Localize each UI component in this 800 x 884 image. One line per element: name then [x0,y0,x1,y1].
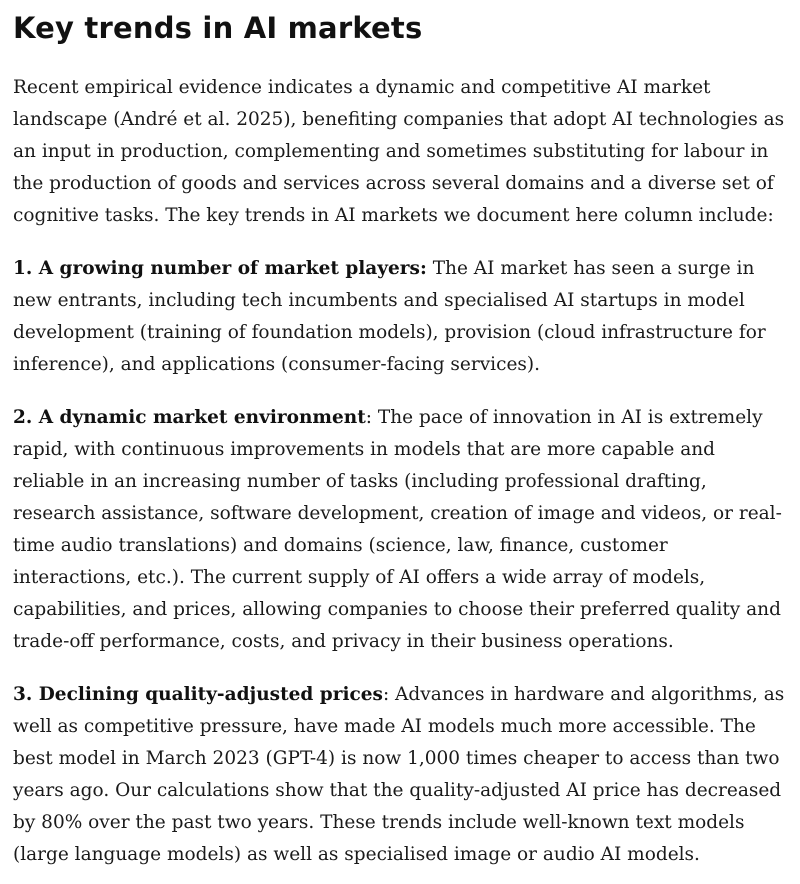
trend-paragraph-1 [13,253,786,381]
trend-heading-1: 1. A growing number of market players: [13,258,427,279]
intro-paragraph: Recent empirical evidence indicates a dynamic and competitive AI market landscape (André et al. 2025), benefiting companies that adopt AI technologies as an input in production, complementing and sometimes substituting for labour in the production of goods and services across several domains and a diverse set of cognitive tasks. The key trends in AI markets we document here column include: [13,77,785,226]
trend-text-1: The AI market has seen a surge in new entrants, including tech incumbents and specialised AI startups in model development (training of foundation models), provision (cloud infrastructure for inference), and applications (consumer-facing services). [13,258,766,375]
trend-text-3: : Advances in hardware and algorithms, as well as competitive pressure, have made AI models much more accessible. The best model in March 2023 (GPT-4) is now 1,000 times cheaper to access than two years ago. Our calculations show that the quality-adjusted AI price has decreased by 80% over the past two years. These trends include well-known text models (large language models) as well as specialised image or audio AI models. [13,684,785,865]
trend-paragraph-2 [13,402,786,658]
trend-heading-2: 2. A dynamic market environment [13,407,366,428]
trend-text-2: : The pace of innovation in AI is extremely rapid, with continuous improvements in models that are more capable and reliable in an increasing number of tasks (including professional drafting, research assistance, software development, creation of image and videos, or real-time audio translations) and domains (science, law, finance, customer interactions, etc.). The current supply of AI offers a wide array of models, capabilities, and prices, allowing companies to choose their preferred quality and trade-off performance, costs, and privacy in their business operations. [13,407,782,652]
page-title: Key trends in AI markets [13,11,423,45]
trend-paragraph-3 [13,679,786,871]
trend-heading-3: 3. Declining quality-adjusted prices [13,684,383,705]
